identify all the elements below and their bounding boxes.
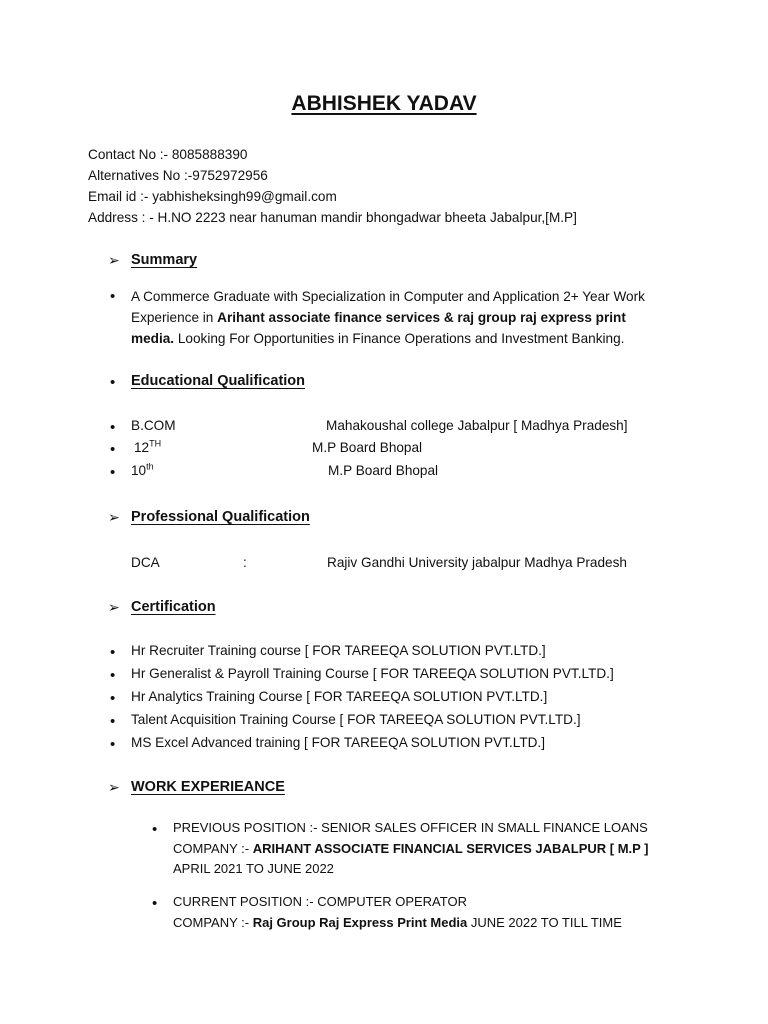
work-heading: WORK EXPERIEANCE [131, 779, 285, 795]
summary-heading: Summary [131, 252, 198, 268]
round-bullet-icon: • [110, 441, 116, 458]
alternative-number: Alternatives No :-9752972956 [88, 168, 268, 183]
summary-text-start: A Commerce Graduate with Specialization in Computer and Application 2+ Year Work Experience in [131, 289, 645, 325]
education-degree [131, 463, 154, 478]
current-company [173, 913, 622, 934]
round-bullet-icon: • [110, 644, 116, 661]
company-label: COMPANY :- [173, 840, 253, 856]
education-degree-number: 10 [131, 463, 147, 478]
round-bullet-icon: • [110, 713, 116, 730]
certification-item: Hr Recruiter Training course [ FOR TAREEQA SOLUTION PVT.LTD.] [131, 643, 546, 658]
arrowhead-bullet-icon: ➢ [108, 599, 120, 615]
certification-item: MS Excel Advanced training [ FOR TAREEQA SOLUTION PVT.LTD.] [131, 735, 545, 750]
company-name: ARIHANT ASSOCIATE FINANCIAL SERVICES JABALPUR [ M.P ] [252, 840, 649, 856]
education-institution: M.P Board Bhopal [312, 440, 423, 455]
current-job [173, 892, 622, 933]
round-bullet-icon: • [110, 667, 116, 684]
summary-text-end: Looking For Opportunities in Finance Operations and Investment Banking. [174, 331, 625, 346]
certification-heading: Certification [131, 599, 216, 615]
round-bullet-icon: • [110, 374, 116, 391]
round-bullet-icon: • [110, 419, 116, 436]
education-heading: Educational Qualification [131, 373, 306, 389]
arrowhead-bullet-icon: ➢ [108, 509, 120, 525]
summary-text-employers: Arihant associate finance services & raj group raj express print media. [131, 310, 626, 346]
postal-address: Address : - H.NO 2223 near hanuman mandir bhongadwar bheeta Jabalpur,[M.P] [88, 210, 577, 225]
contact-number: Contact No :- 8085888390 [88, 147, 248, 162]
previous-dates: APRIL 2021 TO JUNE 2022 [173, 861, 334, 876]
professional-institution: Rajiv Gandhi University jabalpur Madhya Pradesh [327, 555, 627, 570]
certification-item: Hr Analytics Training Course [ FOR TAREEQA SOLUTION PVT.LTD.] [131, 689, 548, 704]
professional-separator: : [243, 555, 247, 570]
candidate-name: ABHISHEK YADAV [291, 92, 477, 115]
email-address: Email id :- yabhisheksingh99@gmail.com [88, 189, 337, 204]
round-bullet-icon: • [110, 736, 116, 753]
education-degree-suffix: th [146, 461, 154, 472]
current-position: CURRENT POSITION :- COMPUTER OPERATOR [173, 894, 467, 909]
round-bullet-icon: • [152, 895, 158, 912]
education-degree-number: 12 [134, 440, 150, 455]
round-bullet-icon: • [110, 464, 116, 481]
company-label: COMPANY :- [173, 914, 253, 930]
round-bullet-icon: • [152, 821, 158, 838]
previous-position: PREVIOUS POSITION :- SENIOR SALES OFFICER IN SMALL FINANCE LOANS [173, 820, 648, 835]
contact-block [88, 144, 577, 228]
education-institution: Mahakoushal college Jabalpur [ Madhya Pradesh] [326, 418, 628, 433]
education-degree-suffix: TH [149, 438, 162, 449]
professional-heading: Professional Qualification [131, 509, 310, 525]
summary-paragraph [131, 286, 671, 349]
previous-job [173, 818, 649, 880]
round-bullet-icon: • [110, 288, 116, 305]
previous-company [173, 839, 649, 860]
professional-course: DCA [131, 555, 160, 570]
current-dates: JUNE 2022 TO TILL TIME [467, 914, 622, 930]
education-institution: M.P Board Bhopal [328, 463, 439, 478]
arrowhead-bullet-icon: ➢ [108, 252, 120, 268]
certification-item: Talent Acquisition Training Course [ FOR TAREEQA SOLUTION PVT.LTD.] [131, 712, 581, 727]
arrowhead-bullet-icon: ➢ [108, 779, 120, 795]
round-bullet-icon: • [110, 690, 116, 707]
education-degree [134, 440, 161, 455]
company-name: Raj Group Raj Express Print Media [252, 914, 468, 930]
education-degree: B.COM [131, 418, 176, 433]
certification-item: Hr Generalist & Payroll Training Course [ FOR TAREEQA SOLUTION PVT.LTD.] [131, 666, 614, 681]
